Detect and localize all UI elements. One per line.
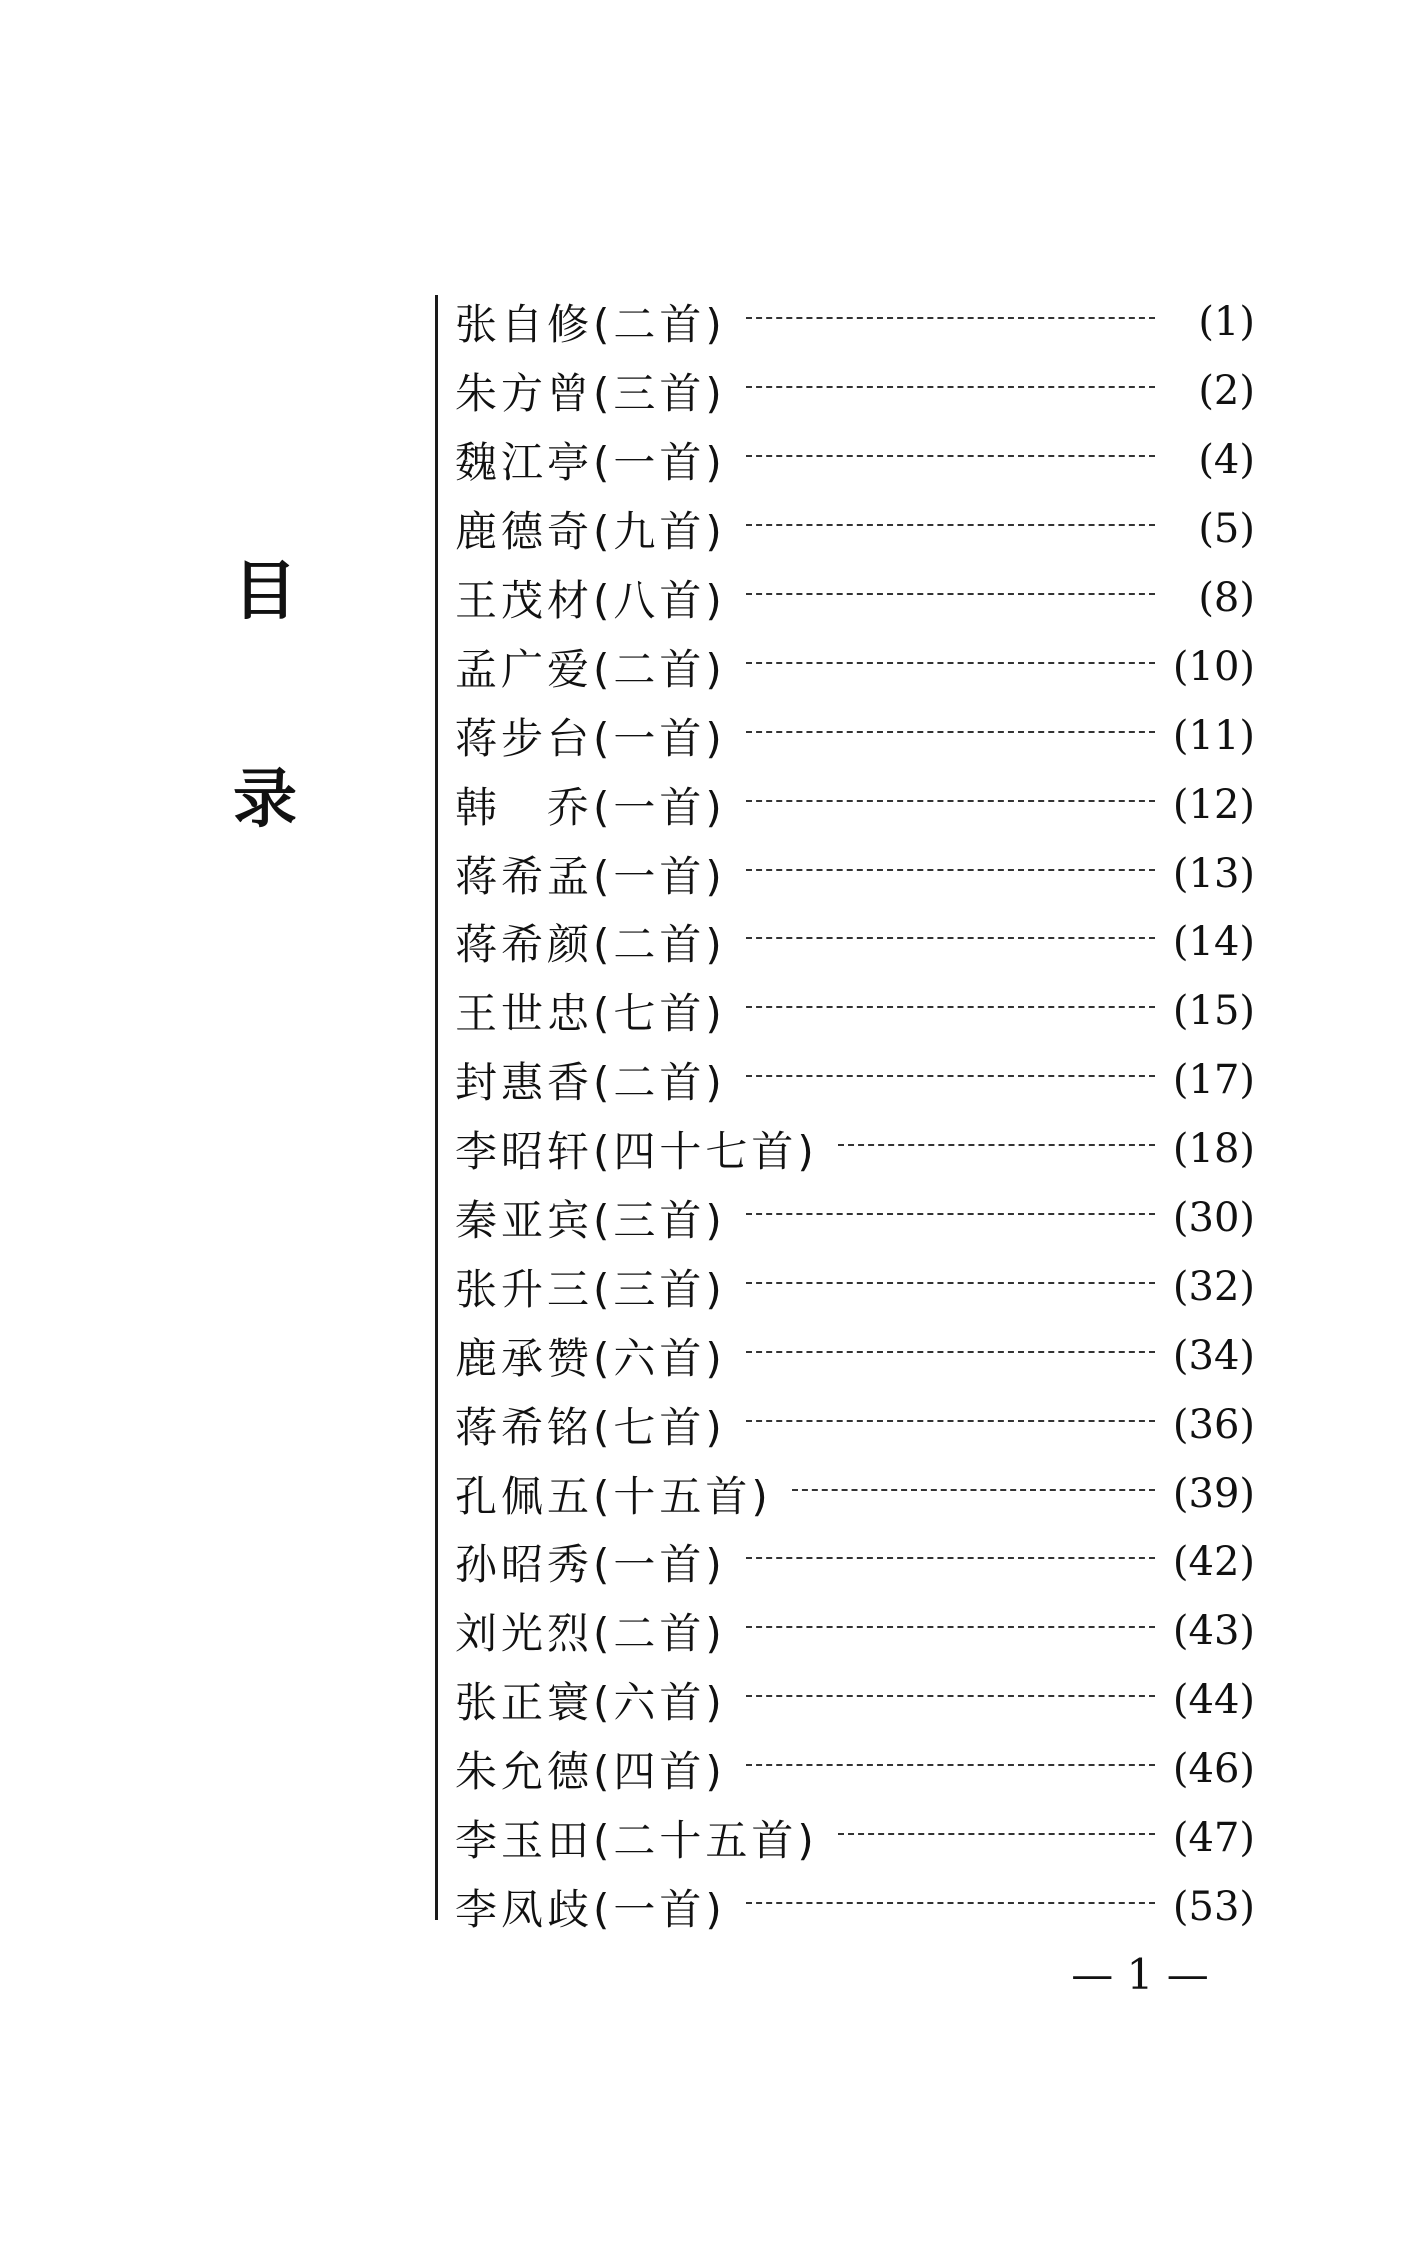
entry-page: (12) — [1172, 781, 1255, 828]
dot-leader — [746, 1006, 1155, 1008]
entry-name: 刘光烈(二首) — [455, 1609, 726, 1659]
toc-entry[interactable] — [455, 564, 1255, 633]
toc-entry[interactable] — [455, 1459, 1255, 1528]
dot-leader — [746, 1351, 1155, 1353]
toc-entry[interactable] — [455, 977, 1255, 1046]
entry-name: 王世忠(七首) — [455, 989, 726, 1039]
entry-name: 封惠香(二首) — [455, 1058, 726, 1108]
entry-name: 李凤歧(一首) — [455, 1884, 726, 1934]
entry-page: (53) — [1172, 1883, 1255, 1930]
entry-page: (36) — [1172, 1401, 1255, 1448]
entry-page: (44) — [1172, 1677, 1255, 1724]
page-number: — 1 — — [1071, 1950, 1209, 1999]
dot-leader — [746, 1557, 1155, 1559]
entry-name: 孟广爱(二首) — [455, 644, 726, 694]
entry-page: (15) — [1172, 988, 1255, 1035]
entry-page: (47) — [1172, 1815, 1255, 1862]
toc-entry[interactable] — [455, 1046, 1255, 1115]
entry-name: 蒋希孟(一首) — [455, 851, 726, 901]
toc-entry[interactable] — [455, 770, 1255, 839]
toc-entry[interactable] — [455, 908, 1255, 977]
entry-page: (8) — [1198, 575, 1255, 621]
toc-entry[interactable] — [455, 426, 1255, 495]
vertical-rule — [435, 295, 438, 1920]
title-char-mu: 目 — [233, 555, 297, 629]
toc-entry[interactable] — [455, 1390, 1255, 1459]
entry-page: (32) — [1172, 1263, 1255, 1310]
entry-name: 鹿承赞(六首) — [455, 1333, 726, 1383]
dot-leader — [746, 593, 1155, 595]
dot-leader — [746, 1626, 1155, 1628]
dot-leader — [746, 386, 1155, 388]
entry-page: (42) — [1172, 1539, 1255, 1586]
entry-name: 张升三(三首) — [455, 1264, 726, 1314]
dot-leader — [746, 455, 1155, 457]
entry-name: 秦亚宾(三首) — [455, 1196, 726, 1246]
entry-name: 李玉田(二十五首) — [455, 1816, 818, 1866]
toc-entry[interactable] — [455, 632, 1255, 701]
title-char-lu: 录 — [233, 763, 297, 837]
entry-page: (34) — [1172, 1332, 1255, 1379]
toc-entry[interactable] — [455, 1735, 1255, 1804]
toc-entry[interactable] — [455, 1252, 1255, 1321]
entry-name: 鹿德奇(九首) — [455, 507, 726, 557]
dot-leader — [746, 731, 1155, 733]
entry-name: 孙昭秀(一首) — [455, 1540, 726, 1590]
toc-entry[interactable] — [455, 1666, 1255, 1735]
toc-entry[interactable] — [455, 1872, 1255, 1941]
toc-entry[interactable] — [455, 839, 1255, 908]
toc-entry[interactable] — [455, 495, 1255, 564]
dot-leader — [746, 1420, 1155, 1422]
entry-name: 张正寰(六首) — [455, 1678, 726, 1728]
entry-name: 魏江亭(一首) — [455, 438, 726, 488]
entry-name: 蒋希铭(七首) — [455, 1402, 726, 1452]
dot-leader — [838, 1833, 1155, 1835]
entry-name: 韩 乔(一首) — [455, 782, 726, 832]
dot-leader — [746, 1075, 1155, 1077]
entry-page: (14) — [1172, 919, 1255, 966]
entry-page: (11) — [1172, 712, 1255, 759]
toc-entry[interactable] — [455, 701, 1255, 770]
dot-leader — [746, 662, 1155, 664]
dot-leader — [792, 1489, 1155, 1491]
entry-page: (5) — [1198, 506, 1255, 553]
dot-leader — [746, 1764, 1155, 1766]
toc-entry[interactable] — [455, 1184, 1255, 1253]
entry-name: 蒋希颜(二首) — [455, 920, 726, 970]
entry-name: 朱允德(四首) — [455, 1747, 726, 1797]
dot-leader — [746, 317, 1155, 319]
entry-page: (46) — [1172, 1746, 1255, 1793]
toc-entry[interactable] — [455, 1321, 1255, 1390]
dot-leader — [746, 937, 1155, 939]
entry-name: 李昭轩(四十七首) — [455, 1127, 818, 1177]
toc-entry[interactable] — [455, 288, 1255, 357]
entry-page: (39) — [1172, 1470, 1255, 1517]
toc-entry[interactable] — [455, 1528, 1255, 1597]
entry-page: (17) — [1172, 1057, 1255, 1104]
entry-page: (1) — [1198, 299, 1255, 346]
dot-leader — [838, 1144, 1155, 1146]
dot-leader — [746, 800, 1155, 802]
entry-name: 张自修(二首) — [455, 300, 726, 350]
entry-name: 王茂材(八首) — [455, 576, 726, 625]
entry-page: (30) — [1172, 1195, 1255, 1242]
dot-leader — [746, 1213, 1155, 1215]
entry-page: (18) — [1172, 1126, 1255, 1173]
entry-name: 蒋步台(一首) — [455, 713, 726, 763]
entry-page: (10) — [1172, 643, 1255, 690]
entry-page: (4) — [1198, 437, 1255, 484]
entry-page: (13) — [1172, 850, 1255, 897]
toc-entry[interactable] — [455, 357, 1255, 426]
entry-name: 孔佩五(十五首) — [455, 1471, 772, 1521]
dot-leader — [746, 1282, 1155, 1284]
toc-entry[interactable] — [455, 1115, 1255, 1184]
toc-entry[interactable] — [455, 1804, 1255, 1873]
dot-leader — [746, 1695, 1155, 1697]
dot-leader — [746, 524, 1155, 526]
entry-page: (2) — [1198, 368, 1255, 415]
entry-name: 朱方曾(三首) — [455, 369, 726, 419]
table-of-contents — [455, 288, 1255, 1941]
toc-entry[interactable] — [455, 1597, 1255, 1666]
dot-leader — [746, 1902, 1155, 1904]
entry-page: (43) — [1172, 1608, 1255, 1655]
dot-leader — [746, 869, 1155, 871]
